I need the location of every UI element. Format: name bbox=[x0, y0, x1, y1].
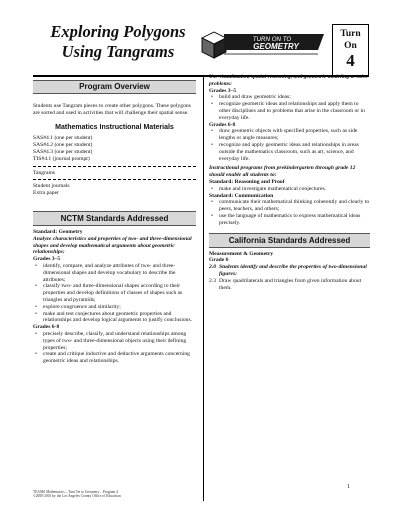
list-item: • create and critique inductive and deductive arguments concerning geometric ideas and relationships. bbox=[33, 351, 196, 365]
communication-list bbox=[209, 199, 370, 226]
reasoning-list bbox=[209, 186, 370, 193]
grade-6-label: Grade 6 bbox=[209, 257, 229, 264]
list-item: • build and draw geometric ideas; bbox=[209, 94, 370, 101]
program-overview-heading: Program Overview bbox=[33, 80, 196, 94]
grades-6-8-list bbox=[209, 128, 370, 162]
logo-text-1: TURN ON TO bbox=[252, 36, 292, 43]
california-standards-heading: California Standards Addressed bbox=[209, 233, 370, 248]
page-title bbox=[33, 22, 203, 72]
material-item: SAS#4.3 (one per student) bbox=[33, 148, 93, 155]
standard-geometry-desc: Analyze characteristics and properties of two- and three-dimensional shapes and develop mathematical arguments about geometric relationships: bbox=[33, 235, 192, 256]
list-item: • identify, compare, and analyze attributes of two- and three-dimensional shapes and develop vocabulary to describe the attributes; bbox=[33, 263, 196, 283]
material-item: SAS#4.2 (one per student) bbox=[33, 142, 93, 149]
list-item: • explore congruence and similarity; bbox=[33, 304, 196, 311]
measurement-geometry-label: Measurement & Geometry bbox=[209, 250, 274, 257]
standard-number: 2.0 bbox=[209, 264, 216, 271]
nctm-heading: NCTM Standards Addressed bbox=[33, 211, 196, 226]
list-item: • make and test conjectures about geometric properties and relationships and develop logical arguments to justify conclusions. bbox=[33, 311, 196, 325]
grades-6-8-list bbox=[33, 331, 196, 365]
material-item: Tangrams bbox=[33, 169, 55, 176]
page-number: 1 bbox=[347, 484, 350, 490]
list-item: • precisely describe, classify, and understand relationships among types of two- and three-dimensional objects using their defining properties; bbox=[33, 331, 196, 351]
standard-text: Draw quadrilaterals and triangles from given information about them. bbox=[219, 277, 362, 291]
grades-3-5-label: Grades 3–5 bbox=[33, 256, 61, 263]
material-item: SAS#4.1 (one per student) bbox=[33, 135, 93, 142]
standard-communication: Standard: Communication bbox=[209, 192, 274, 199]
standard-text: Students identify and describe the properties of two-dimensional figures: bbox=[219, 264, 367, 277]
footer-line-1: TEAMS Mathematics – Turn On to Geometry – Program 4 bbox=[33, 490, 118, 494]
ca-standard-2-3 bbox=[209, 278, 370, 292]
list-item: • use the language of mathematics to express mathematical ideas precisely. bbox=[209, 213, 370, 227]
title-line-2: Using Tangrams bbox=[61, 42, 175, 61]
list-item: • classify two- and three-dimensional shapes according to their properties and develop definitions of classes of shapes such as triangles and pyramids; bbox=[33, 283, 196, 303]
grades-6-8-label: Grades 6-8 bbox=[209, 121, 236, 128]
list-item: • recognize geometric ideas and relationships and apply them to other disciplines and to problems that arise in the classroom or in everyday life. bbox=[209, 101, 370, 121]
materials-list bbox=[33, 135, 196, 162]
badge-line-1: Turn bbox=[340, 29, 361, 39]
grades-6-8-label: Grades 6-8 bbox=[33, 324, 60, 331]
left-column bbox=[33, 78, 196, 365]
list-item: • draw geometric objects with specified properties, such as side lengths or angle measures; bbox=[209, 128, 370, 142]
title-line-1: Exploring Polygons bbox=[50, 22, 186, 41]
right-column bbox=[209, 74, 370, 291]
footer-line-2: ©2000-2001 by the Los Angeles County Office of Education bbox=[33, 494, 121, 499]
footer bbox=[33, 490, 121, 499]
standard-reasoning: Standard: Reasoning and Proof bbox=[209, 178, 285, 185]
badge-line-2: On bbox=[344, 41, 357, 51]
column-divider bbox=[203, 76, 204, 501]
grades-3-5-label: Grades 3–5 bbox=[209, 87, 237, 94]
overview-text: Students use Tangram pieces to create other polygons. These polygons are sorted and used in activities that will challenge their spatial sense. bbox=[33, 103, 191, 116]
turn-on-badge bbox=[332, 24, 369, 76]
list-item: • make and investigate mathematical conjectures. bbox=[209, 186, 370, 193]
visualization-intro: Use visualization, spatial reasoning, and geometric modeling to solve problems: bbox=[209, 74, 368, 87]
grades-3-5-list bbox=[33, 263, 196, 324]
standard-geometry: Standard: Geometry bbox=[33, 228, 83, 235]
dashed-divider bbox=[33, 179, 196, 180]
standard-number: 2.3 bbox=[209, 277, 216, 284]
material-item: Student journals bbox=[33, 183, 70, 190]
material-item: TIS#4.1 (journal prompt) bbox=[33, 155, 90, 162]
list-item: • recognize and apply geometric ideas and relationships in areas outside the mathematics classroom, such as art, science, and everyday life. bbox=[209, 142, 370, 162]
materials-heading: Mathematics Instructional Materials bbox=[55, 123, 174, 131]
badge-number: 4 bbox=[346, 51, 355, 70]
logo-text-2: GEOMETRY bbox=[253, 42, 299, 51]
list-item: • communicate their mathematical thinking coherently and clearly to peers, teachers, and others; bbox=[209, 199, 370, 213]
grades-3-5-list bbox=[209, 94, 370, 121]
dashed-divider bbox=[33, 166, 196, 167]
instructional-programs-note: Instructional programs from prekindergarten through grade 12 should enable all students to: bbox=[209, 165, 356, 179]
ca-standard-2-0 bbox=[209, 264, 370, 278]
material-item: Extra paper bbox=[33, 190, 59, 197]
turn-on-to-geometry-logo bbox=[200, 28, 326, 62]
